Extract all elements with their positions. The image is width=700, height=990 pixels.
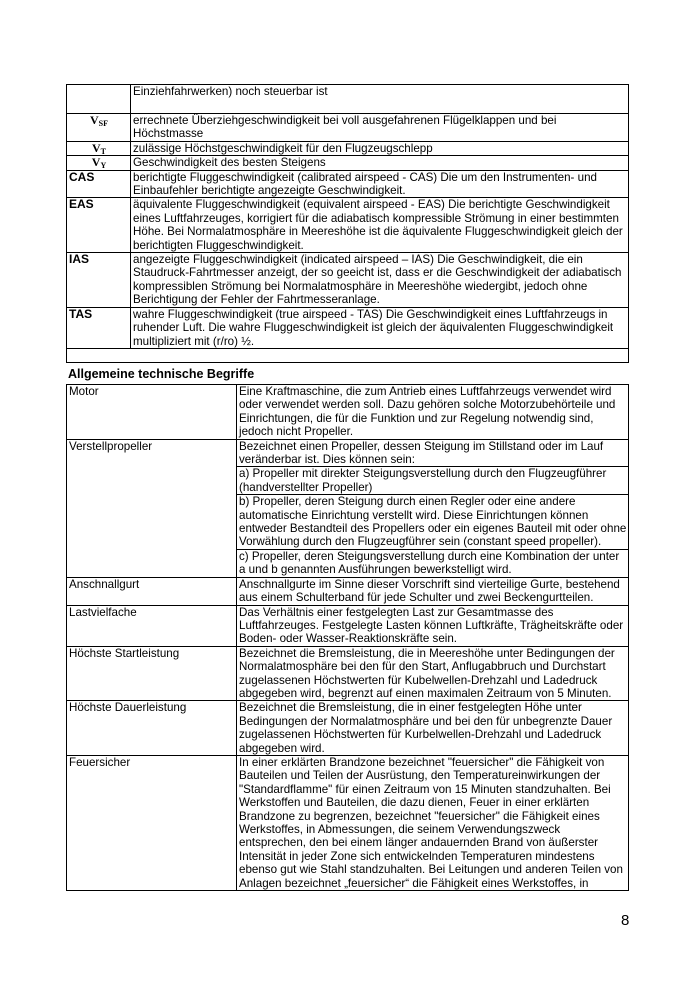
- table-row: [67, 605, 629, 646]
- definition-text: angezeigte Fluggeschwindigkeit (indicated airspeed – IAS) Die Geschwindigkeit, die ein Staudruck-Fahrtmesser anzeigt, der so geeicht ist, dass er die Geschwindigkeit der adiabatisch kompressiblen Strömung bei Normalatmosphäre in Meereshöhe wiedergibt, jedoch ohne Berichtigung der Fehler der Fahrtmesseranlage.: [131, 253, 629, 308]
- table-row: [67, 467, 629, 495]
- term-cell: Verstellpropeller: [67, 439, 237, 467]
- term-cell: Lastvielfache: [67, 605, 237, 646]
- table-row: [67, 114, 629, 142]
- spacer-row: [67, 348, 629, 362]
- table-row: [67, 198, 629, 253]
- term-cell: Motor: [67, 385, 237, 440]
- definition-text: b) Propeller, deren Steigung durch einen Regler oder eine andere automatische Einrichtung verstellt wird. Diese Einrichtungen können entweder Bestandteil des Propellers oder ein eigenes Bauteil mit oder ohne Vorwählung durch den Flugzeugführer sein (constant speed propeller).: [237, 495, 629, 550]
- table-row: [67, 701, 629, 756]
- table-row: [67, 549, 629, 577]
- table-row: [67, 156, 629, 170]
- definition-text: Anschnallgurte im Sinne dieser Vorschrift sind vierteilige Gurte, bestehend aus einem Schulterband für jede Schulter und zwei Beckengurtteilen.: [237, 577, 629, 605]
- speed-definitions-table: [66, 84, 629, 363]
- definition-text: Eine Kraftmaschine, die zum Antrieb eines Luftfahrzeugs verwendet wird oder verwendet werden soll. Dazu gehören solche Motorzubehörteile und Einrichtungen, die für die Funktion und zur Regelung notwendig sind, jedoch nicht Propeller.: [237, 385, 629, 440]
- definition-text: Bezeichnet einen Propeller, dessen Steigung im Stillstand oder im Lauf veränderbar ist. Dies können sein:: [237, 439, 629, 467]
- term-cell: Anschnallgurt: [67, 577, 237, 605]
- definition-text: äquivalente Fluggeschwindigkeit (equivalent airspeed - EAS) Die berichtigte Geschwindigkeit eines Luftfahrzeuges, korrigiert für die adiabatisch kompressible Strömung in einer bestimmten Höhe. Bei Normalatmosphäre in Meereshöhe ist die äquivalente Fluggeschwindigkeit gleich der berichtigten Fluggeschwindigkeit.: [131, 198, 629, 253]
- definition-text: errechnete Überziehgeschwindigkeit bei voll ausgefahrenen Flügelklappen und bei Höchstmasse: [131, 114, 629, 142]
- spacer-cell: [67, 348, 629, 362]
- definition-text: Bezeichnet die Bremsleistung, die in Meereshöhe unter Bedingungen der Normalatmosphäre bei den für den Start, Anflugabbruch und Durchstart zugelassenen Höchstwerten für Kubelwellen-Drehzahl und Ladedruck abgegeben wird, begrenzt auf einen maximalen Zeitraum von 5 Minuten.: [237, 646, 629, 701]
- symbol-v-t: $V_T$: [67, 141, 131, 155]
- empty-symbol-cell: [67, 85, 131, 114]
- definition-text: berichtigte Fluggeschwindigkeit (calibrated airspeed - CAS) Die um den Instrumenten- und Einbaufehler berichtigte angezeigte Geschwindigkeit.: [131, 170, 629, 198]
- table-row: [67, 253, 629, 308]
- table-row: [67, 495, 629, 550]
- definition-text: Geschwindigkeit des besten Steigens: [131, 156, 629, 170]
- abbreviation-eas: EAS: [67, 198, 131, 253]
- section-title: Allgemeine technische Begriffe: [68, 367, 255, 381]
- term-cell: Feuersicher: [67, 755, 237, 890]
- term-cell: [67, 495, 237, 550]
- abbreviation-ias: IAS: [67, 253, 131, 308]
- term-cell: [67, 467, 237, 495]
- table-row: [67, 577, 629, 605]
- abbreviation-cas: CAS: [67, 170, 131, 198]
- term-cell: Höchste Dauerleistung: [67, 701, 237, 756]
- continuation-text: Einziehfahrwerken) noch steuerbar ist: [131, 85, 629, 114]
- term-cell: [67, 549, 237, 577]
- table-row: [67, 141, 629, 155]
- symbol-v-y: $V_Y$: [67, 156, 131, 170]
- definition-text: c) Propeller, deren Steigungsverstellung durch eine Kombination der unter a und b genannten Ausführungen bewerkstelligt wird.: [237, 549, 629, 577]
- table-row: [67, 385, 629, 440]
- table-row: [67, 755, 629, 890]
- page-number: 8: [621, 912, 630, 929]
- symbol-v-sf: $V_{SF}$: [67, 114, 131, 142]
- definition-text: Bezeichnet die Bremsleistung, die in einer festgelegten Höhe unter Bedingungen der Normalatmosphäre und bei den für unbegrenzte Dauer zugelassenen Höchstwerten für Kurbelwellen-Drehzahl und Ladedruck abgegeben wird.: [237, 701, 629, 756]
- definition-text: zulässige Höchstgeschwindigkeit für den Flugzeugschlepp: [131, 141, 629, 155]
- table-row: [67, 439, 629, 467]
- table-row: [67, 170, 629, 198]
- term-cell: Höchste Startleistung: [67, 646, 237, 701]
- definition-text: wahre Fluggeschwindigkeit (true airspeed - TAS) Die Geschwindigkeit eines Luftfahrzeugs in ruhender Luft. Die wahre Fluggeschwindigkeit ist gleich der äquivalenten Fluggeschwindigkeit multipliziert mit (r/ro) ½.: [131, 307, 629, 348]
- definition-text: Das Verhältnis einer festgelegten Last zur Gesamtmasse des Luftfahrzeuges. Festgelegte Lasten können Luftkräfte, Trägheitskräfte oder Boden- oder Wasser-Reaktionskräfte sein.: [237, 605, 629, 646]
- table-row: [67, 646, 629, 701]
- abbreviation-tas: TAS: [67, 307, 131, 348]
- definition-text: In einer erklärten Brandzone bezeichnet "feuersicher" die Fähigkeit von Bauteilen und Teilen der Ausrüstung, den Temperatureinwirkungen der "Standardflamme" für einen Zeitraum von 15 Minuten standzuhalten. Bei Werkstoffen und Bauteilen, die dazu dienen, Feuer in einer erklärten Brandzone zu begrenzen, bezeichnet "feuersicher" die Fähigkeit eines Werkstoffes, in Abmessungen, die seinem Verwendungszweck entsprechen, den bei einem länger andauernden Brand von äußerster Intensität in jeder Zone sich entwickelnden Temperaturen mindestens ebenso gut wie Stahl standzuhalten. Bei Leitungen und anderen Teilen von Anlagen bezeichnet „feuersicher“ die Fähigkeit eines Werkstoffes, in: [237, 755, 629, 890]
- table-row: [67, 307, 629, 348]
- technical-terms-table: [66, 384, 629, 891]
- definition-text: a) Propeller mit direkter Steigungsverstellung durch den Flugzeugführer (handverstellter Propeller): [237, 467, 629, 495]
- table-row: [67, 85, 629, 114]
